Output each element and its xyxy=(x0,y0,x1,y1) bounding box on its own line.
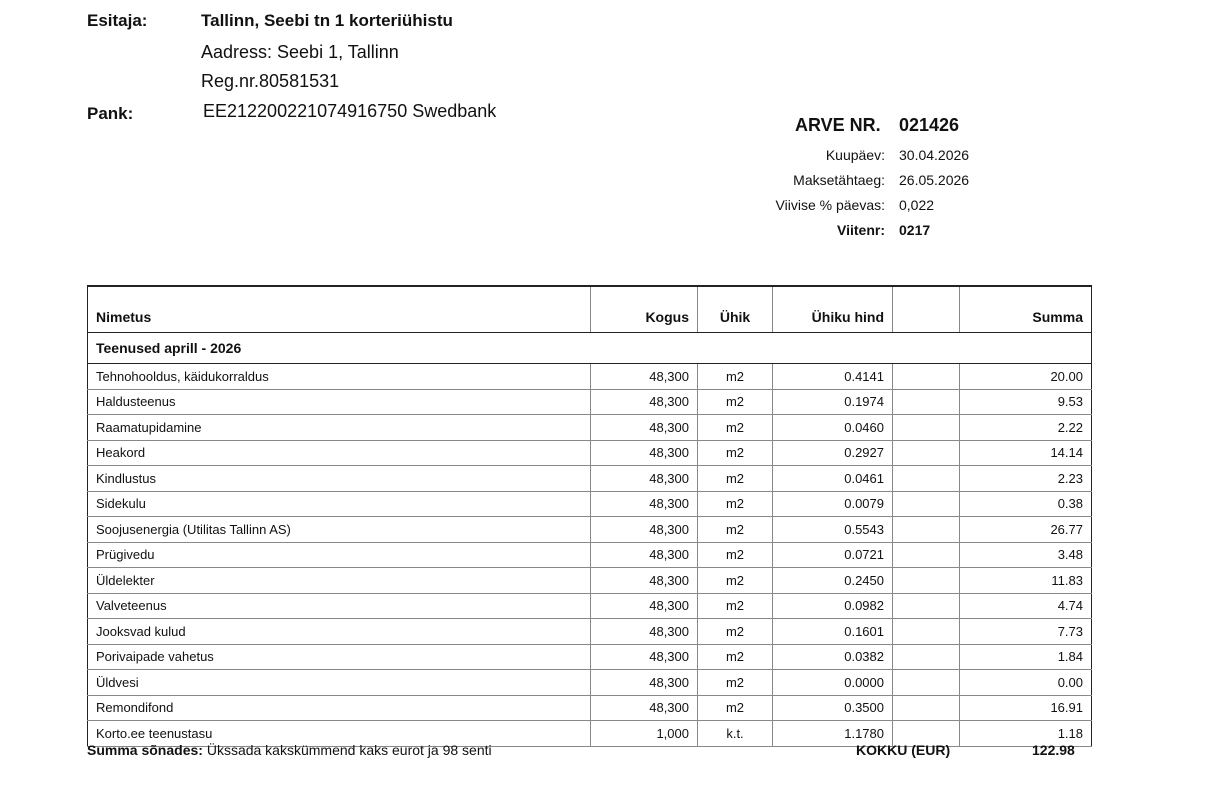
row-price: 0.1601 xyxy=(773,619,893,645)
row-name: Prügivedu xyxy=(88,542,591,568)
table-row xyxy=(88,415,1092,441)
meta-label: Kuupäev: xyxy=(825,147,885,163)
row-unit: m2 xyxy=(698,440,773,466)
row-name: Üldelekter xyxy=(88,568,591,594)
row-qty: 48,300 xyxy=(591,695,698,721)
row-empty xyxy=(893,466,960,492)
row-price: 0.0000 xyxy=(773,670,893,696)
row-unit: m2 xyxy=(698,568,773,594)
row-empty xyxy=(893,517,960,543)
row-name: Sidekulu xyxy=(88,491,591,517)
row-sum: 2.23 xyxy=(960,466,1092,492)
row-price: 0.5543 xyxy=(773,517,893,543)
header-unit: Ühik xyxy=(698,286,773,333)
table-row xyxy=(88,695,1092,721)
row-empty xyxy=(893,542,960,568)
sum-in-words-label: Summa sõnades: xyxy=(87,742,203,758)
row-qty: 48,300 xyxy=(591,440,698,466)
row-price: 0.1974 xyxy=(773,389,893,415)
row-unit: m2 xyxy=(698,593,773,619)
row-price: 0.3500 xyxy=(773,695,893,721)
row-name: Üldvesi xyxy=(88,670,591,696)
section-row xyxy=(88,333,1092,364)
row-unit: m2 xyxy=(698,542,773,568)
row-unit: m2 xyxy=(698,364,773,390)
row-price: 0.2450 xyxy=(773,568,893,594)
row-sum: 1.18 xyxy=(960,721,1092,747)
row-sum: 2.22 xyxy=(960,415,1092,441)
row-sum: 0.38 xyxy=(960,491,1092,517)
row-sum: 7.73 xyxy=(960,619,1092,645)
sum-in-words-value: Ükssada kakskümmend kaks eurot ja 98 senti xyxy=(202,742,492,758)
row-sum: 0.00 xyxy=(960,670,1092,696)
row-unit: m2 xyxy=(698,491,773,517)
row-price: 1.1780 xyxy=(773,721,893,747)
issuer-name: Tallinn, Seebi tn 1 korteriühistu xyxy=(201,11,453,30)
meta-label: Maksetähtaeg: xyxy=(793,172,885,188)
table-row xyxy=(88,593,1092,619)
row-sum: 16.91 xyxy=(960,695,1092,721)
bank-account: EE212200221074916750 Swedbank xyxy=(203,101,497,121)
total-value: 122.98 xyxy=(1032,742,1075,758)
row-qty: 48,300 xyxy=(591,568,698,594)
table-row xyxy=(88,491,1092,517)
table-row xyxy=(88,644,1092,670)
row-qty: 48,300 xyxy=(591,644,698,670)
row-price: 0.0982 xyxy=(773,593,893,619)
row-qty: 48,300 xyxy=(591,491,698,517)
row-unit: m2 xyxy=(698,670,773,696)
meta-value: 0,022 xyxy=(899,197,935,213)
row-name: Valveteenus xyxy=(88,593,591,619)
bank-label: Pank: xyxy=(87,104,134,123)
row-unit: m2 xyxy=(698,415,773,441)
row-sum: 26.77 xyxy=(960,517,1092,543)
table-row xyxy=(88,670,1092,696)
table-row xyxy=(88,466,1092,492)
row-name: Korto.ee teenustasu xyxy=(88,721,591,747)
row-sum: 9.53 xyxy=(960,389,1092,415)
row-unit: m2 xyxy=(698,466,773,492)
header-empty xyxy=(893,286,960,333)
row-unit: m2 xyxy=(698,644,773,670)
invoice-title-label: ARVE NR. xyxy=(795,115,881,135)
issuer-address: Aadress: Seebi 1, Tallinn xyxy=(201,42,399,62)
row-qty: 48,300 xyxy=(591,670,698,696)
row-qty: 48,300 xyxy=(591,389,698,415)
row-empty xyxy=(893,491,960,517)
table-row xyxy=(88,389,1092,415)
total-label: KOKKU (EUR) xyxy=(856,742,951,758)
row-sum: 3.48 xyxy=(960,542,1092,568)
row-qty: 48,300 xyxy=(591,466,698,492)
meta-value: 0217 xyxy=(899,222,931,238)
row-qty: 48,300 xyxy=(591,364,698,390)
row-price: 0.0460 xyxy=(773,415,893,441)
row-sum: 14.14 xyxy=(960,440,1092,466)
sum-in-words xyxy=(87,742,492,758)
row-sum: 4.74 xyxy=(960,593,1092,619)
meta-label: Viitenr: xyxy=(837,222,885,238)
row-unit: m2 xyxy=(698,517,773,543)
row-name: Remondifond xyxy=(88,695,591,721)
row-qty: 48,300 xyxy=(591,593,698,619)
row-price: 0.0721 xyxy=(773,542,893,568)
row-qty: 48,300 xyxy=(591,517,698,543)
row-empty xyxy=(893,593,960,619)
header-sum: Summa xyxy=(960,286,1092,333)
header-price: Ühiku hind xyxy=(773,286,893,333)
row-empty xyxy=(893,619,960,645)
issuer-reg: Reg.nr.80581531 xyxy=(201,71,340,91)
row-unit: m2 xyxy=(698,619,773,645)
row-empty xyxy=(893,644,960,670)
meta-label: Viivise % päevas: xyxy=(775,197,885,213)
items-table xyxy=(87,285,1092,747)
row-empty xyxy=(893,440,960,466)
row-qty: 1,000 xyxy=(591,721,698,747)
row-name: Kindlustus xyxy=(88,466,591,492)
table-row xyxy=(88,619,1092,645)
row-unit: m2 xyxy=(698,389,773,415)
row-price: 0.0079 xyxy=(773,491,893,517)
row-empty xyxy=(893,670,960,696)
row-name: Porivaipade vahetus xyxy=(88,644,591,670)
issuer-label: Esitaja: xyxy=(87,11,148,30)
row-price: 0.4141 xyxy=(773,364,893,390)
row-qty: 48,300 xyxy=(591,542,698,568)
row-empty xyxy=(893,389,960,415)
header-qty: Kogus xyxy=(591,286,698,333)
row-unit: m2 xyxy=(698,695,773,721)
invoice-number: 021426 xyxy=(899,115,960,135)
table-header-row xyxy=(88,286,1092,333)
meta-value: 30.04.2026 xyxy=(899,147,970,163)
row-price: 0.0461 xyxy=(773,466,893,492)
table-row xyxy=(88,517,1092,543)
header-name: Nimetus xyxy=(88,286,591,333)
row-name: Jooksvad kulud xyxy=(88,619,591,645)
row-name: Haldusteenus xyxy=(88,389,591,415)
row-price: 0.0382 xyxy=(773,644,893,670)
table-row xyxy=(88,542,1092,568)
table-row xyxy=(88,364,1092,390)
row-unit: k.t. xyxy=(698,721,773,747)
section-title: Teenused aprill - 2026 xyxy=(88,333,1092,364)
row-qty: 48,300 xyxy=(591,619,698,645)
table-row xyxy=(88,568,1092,594)
row-empty xyxy=(893,568,960,594)
row-qty: 48,300 xyxy=(591,415,698,441)
row-price: 0.2927 xyxy=(773,440,893,466)
row-empty xyxy=(893,364,960,390)
meta-value: 26.05.2026 xyxy=(899,172,970,188)
row-empty xyxy=(893,415,960,441)
row-name: Tehnohooldus, käidukorraldus xyxy=(88,364,591,390)
row-name: Raamatupidamine xyxy=(88,415,591,441)
row-sum: 1.84 xyxy=(960,644,1092,670)
row-name: Soojusenergia (Utilitas Tallinn AS) xyxy=(88,517,591,543)
row-sum: 20.00 xyxy=(960,364,1092,390)
row-empty xyxy=(893,695,960,721)
table-row xyxy=(88,440,1092,466)
row-name: Heakord xyxy=(88,440,591,466)
row-sum: 11.83 xyxy=(960,568,1092,594)
